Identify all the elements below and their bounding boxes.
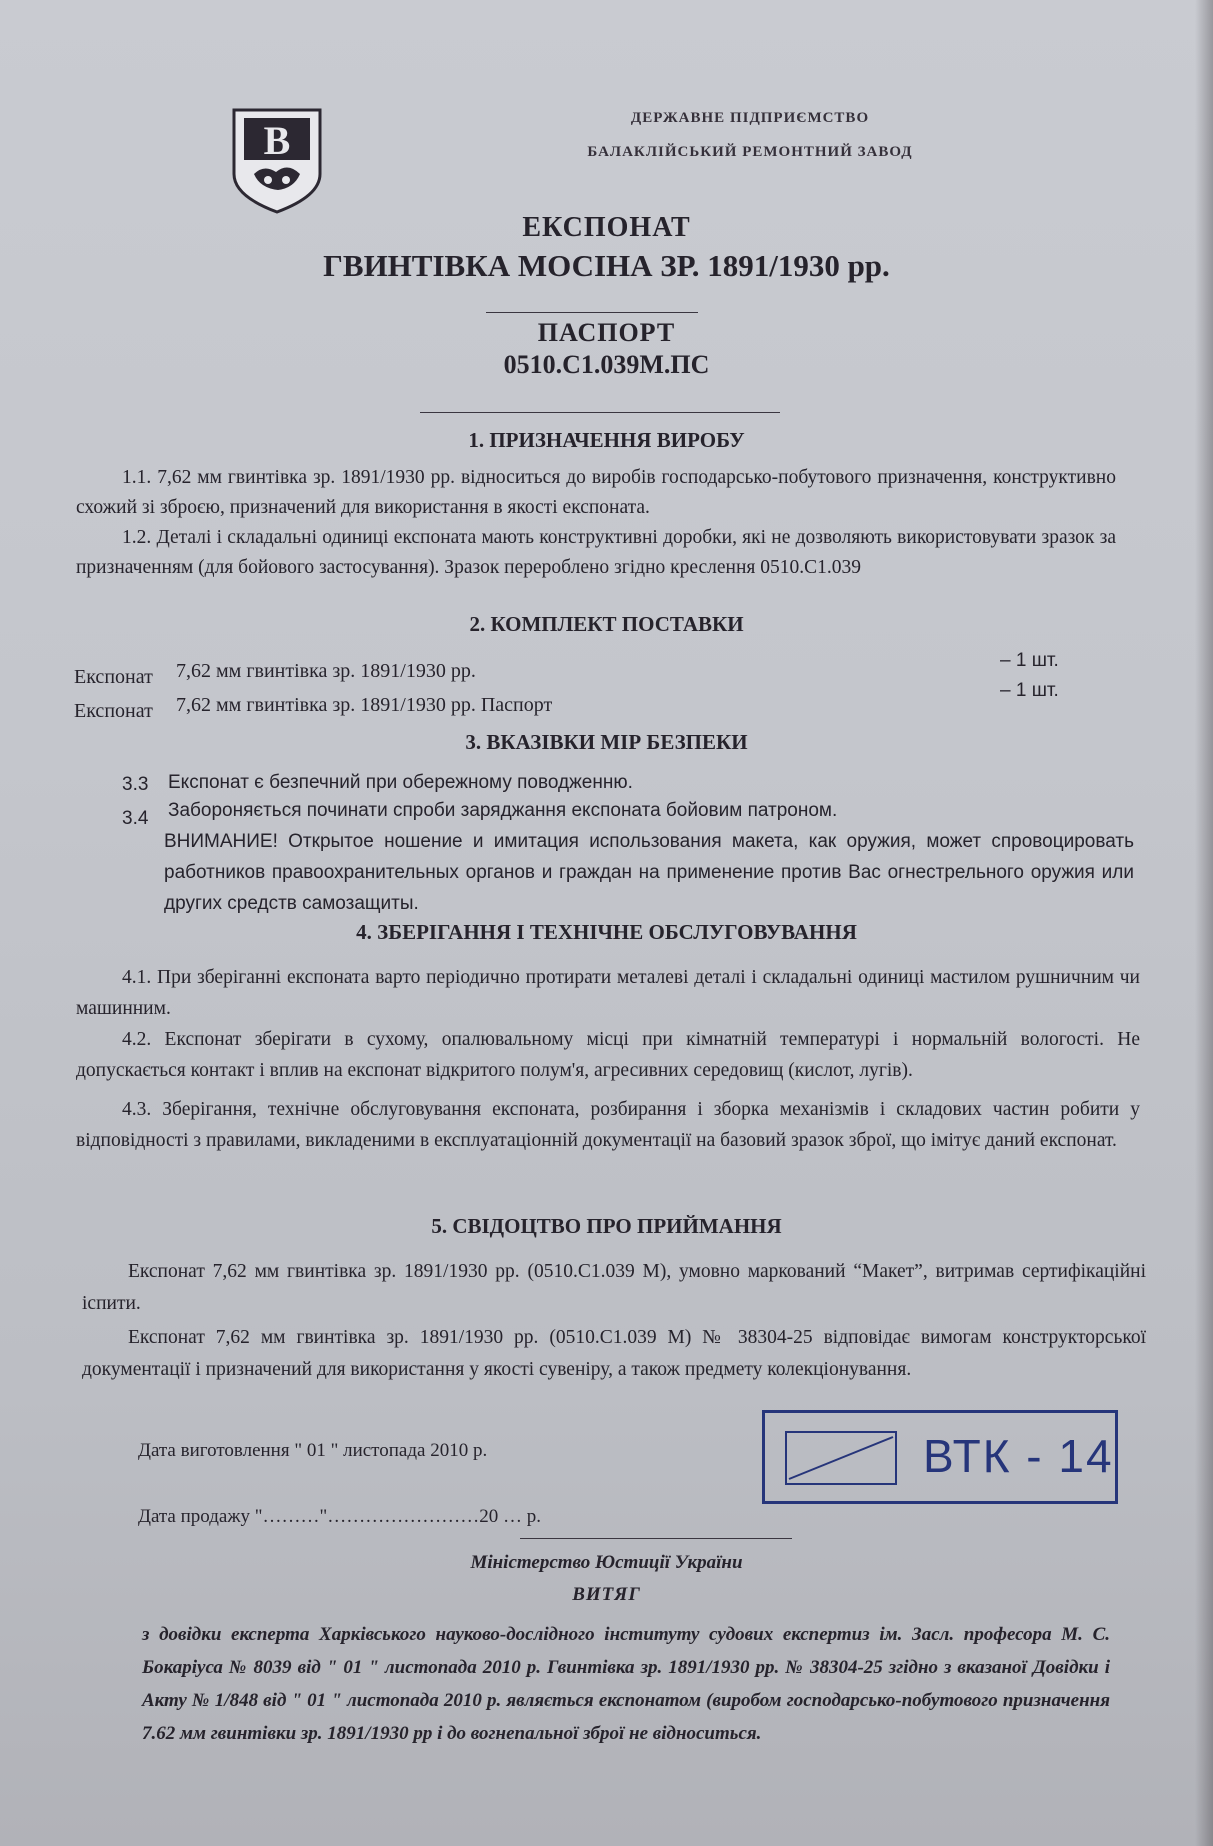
section5-p2: Експонат 7,62 мм гвинтівка зр. 1891/1930 рр. (0510.С1.039 М) № 38304-25 відповідає вимогам конструкторської документації і призначений для використання у якості сувеніру, а також предмету колекціонування. (82, 1327, 1146, 1380)
factory-logo-icon (228, 104, 326, 216)
kit-item-2-name: 7,62 мм гвинтівка зр. 1891/1930 рр. Паспорт (176, 694, 553, 716)
kit-item-1-qty: – 1 шт. (1000, 650, 1059, 671)
extract-text: з довідки експерта Харківського науково-дослідного інституту судових експертиз ім. Засл. професора М. С. Бокаріуса № 8039 від " 01 " листопада 2010 р. Гвинтівка зр. 1891/1930 рр. № 38304-25 згідно з вказаної Довідки і Акту № 1/848 від " 01 " листопада 2010 р. являється експонатом (виробом господарсько-побутового призначення 7.62 мм гвинтівки зр. 1891/1930 рр і до вогнепальної зброї не відноситься. (142, 1624, 1110, 1744)
section4-heading: 4. ЗБЕРІГАННЯ І ТЕХНІЧНЕ ОБСЛУГОВУВАННЯ (356, 920, 857, 944)
doc-title: ЕКСПОНАТ (522, 212, 691, 243)
section4-p1: 4.1. При зберіганні експоната варто періодично протирати металеві деталі і складальні одиниці мастилом рушничним чи машинним. (76, 967, 1140, 1019)
section-divider (420, 412, 780, 413)
kit-item-1-name: 7,62 мм гвинтівка зр. 1891/1930 рр. (176, 660, 476, 682)
section2-heading: 2. КОМПЛЕКТ ПОСТАВКИ (469, 612, 744, 636)
sale-date: Дата продажу "………"……………………20 … р. (138, 1506, 541, 1527)
stamp-diagonal-icon (787, 1433, 895, 1483)
svg-text:B: B (263, 118, 291, 163)
doc-number: 0510.С1.039М.ПС (503, 350, 710, 379)
stamp-text: ВТК - 14 (923, 1430, 1114, 1482)
section5-heading: 5. СВІДОЦТВО ПРО ПРИЙМАННЯ (431, 1214, 782, 1238)
title-divider (486, 312, 698, 313)
section3-p2: Забороняється починати спроби заряджання експоната бойовим патроном. (168, 800, 838, 821)
warning-text: ВНИМАНИЕ! Открытое ношение и имитация использования макета, как оружия, может спровоцировать работников правоохранительных органов и граждан на применение против Вас огнестрельного оружия или других средств самозащиты. (164, 831, 1134, 914)
doc-type: ПАСПОРТ (537, 318, 676, 347)
section4-p3: 4.3. Зберігання, технічне обслуговування експоната, розбирання і зборка механізмів і складових частин робити у відповідності з правилами, викладеними в експлуатаціонній документації на базовий зразок зброї, що імітує даний експонат. (76, 1099, 1140, 1151)
doc-subtitle: ГВИНТІВКА МОСІНА ЗР. 1891/1930 рр. (323, 248, 890, 283)
section3-p2-num: 3.4 (122, 808, 149, 829)
kit-item-2-qty: – 1 шт. (1000, 680, 1059, 701)
stamp-box (785, 1431, 897, 1485)
section4-p2: 4.2. Експонат зберігати в сухому, опалювальному місці при кімнатній температурі і нормальній вологості. Не допускається контакт і вплив на експонат відкритого полум'я, агресивних середовищ (кислот, лугів). (76, 1029, 1140, 1081)
section5-p1: Експонат 7,62 мм гвинтівка зр. 1891/1930 рр. (0510.С1.039 М), умовно маркований “Макет”, витримав сертифікаційні іспити. (82, 1261, 1146, 1314)
extract-heading: ВИТЯГ (572, 1584, 641, 1605)
section3-p1-num: 3.3 (122, 774, 149, 795)
extract-divider (520, 1538, 792, 1539)
org-line-1: ДЕРЖАВНЕ ПІДПРИЄМСТВО (630, 110, 870, 126)
otk-stamp (762, 1410, 1118, 1504)
section1-p2: 1.2. Деталі і складальні одиниці експоната мають конструктивні доробки, які не дозволяють використовувати зразок за призначенням (для бойового застосування). Зразок перероблено згідно креслення 0510.С1.039 (76, 527, 1116, 578)
section3-heading: 3. ВКАЗІВКИ МІР БЕЗПЕКИ (465, 730, 748, 754)
section1-heading: 1. ПРИЗНАЧЕННЯ ВИРОБУ (468, 428, 745, 452)
ministry-name: Міністерство Юстиції України (470, 1552, 743, 1573)
org-line-2: БАЛАКЛІЙСЬКИЙ РЕМОНТНИЙ ЗАВОД (587, 144, 913, 160)
manufacture-date: Дата виготовлення " 01 " листопада 2010 р. (138, 1440, 488, 1461)
section3-p1: Експонат є безпечний при обережному поводженню. (168, 772, 633, 793)
kit-item-1-label: Експонат (74, 666, 153, 688)
section1-p1: 1.1. 7,62 мм гвинтівка зр. 1891/1930 рр. відноситься до виробів господарсько-побутового призначення, конструктивно схожий зі зброєю, призначений для використання в якості експоната. (76, 467, 1116, 518)
kit-item-2-label: Експонат (74, 700, 153, 722)
